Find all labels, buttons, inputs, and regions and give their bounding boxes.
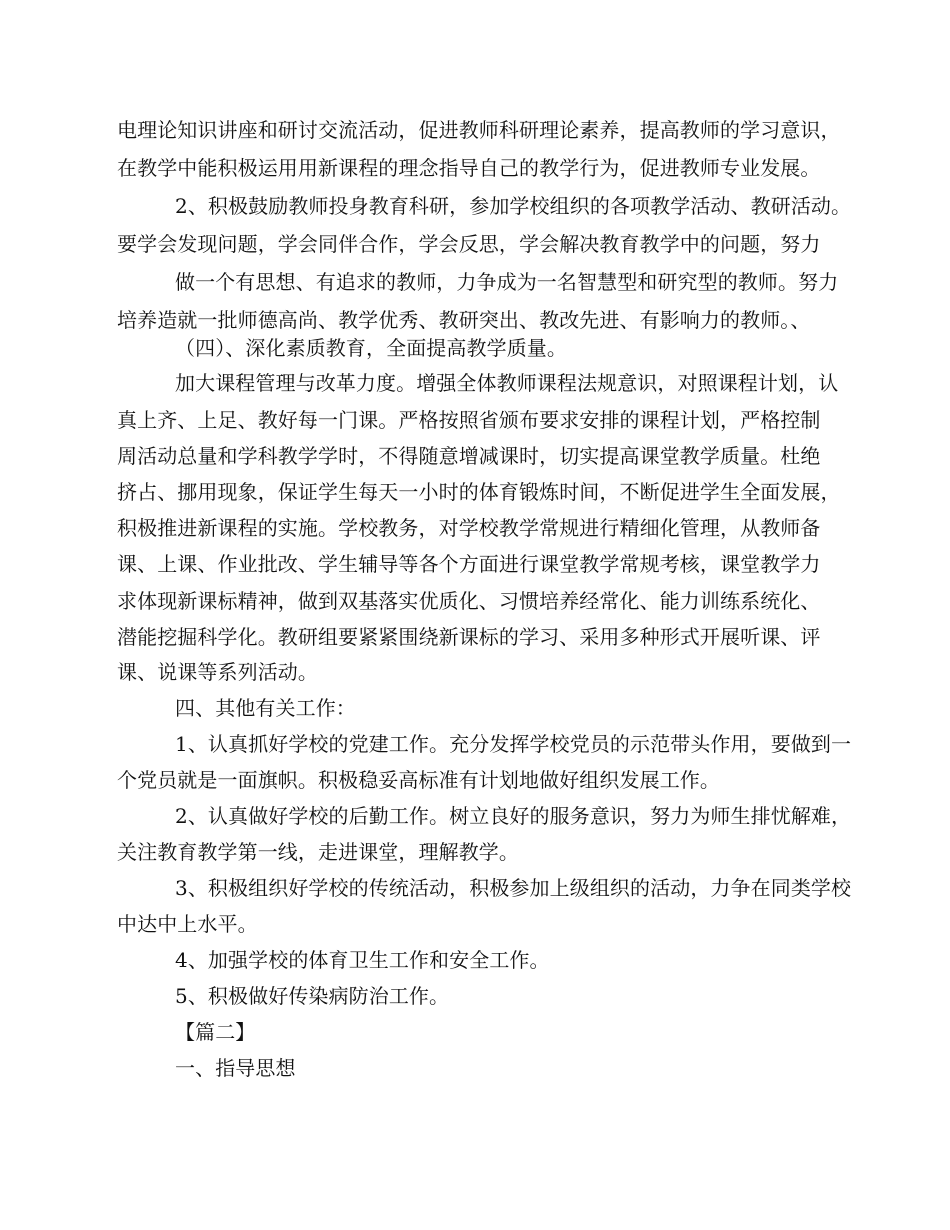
text-line: 2、认真做好学校的后勤工作。树立良好的服务意识，努力为师生排忧解难， bbox=[175, 804, 852, 828]
text-line: 5、积极做好传染病防治工作。 bbox=[175, 984, 450, 1008]
text-line: 要学会发现问题，学会同伴合作，学会反思，学会解决教育教学中的问题，努力 bbox=[117, 232, 821, 256]
text-line: 中达中上水平。 bbox=[117, 912, 258, 936]
section-heading: 【篇二】 bbox=[175, 1020, 256, 1044]
section-heading: 一、指导思想 bbox=[175, 1056, 296, 1080]
text-line: 课、上课、作业批改、学生辅导等各个方面进行课堂教学常规考核，课堂教学力 bbox=[117, 552, 821, 576]
text-line: 3、积极组织好学校的传统活动，积极参加上级组织的活动，力争在同类学校 bbox=[175, 876, 852, 900]
section-heading: （四）、深化素质教育，全面提高教学质量。 bbox=[175, 336, 567, 360]
text-line: 真上齐、上足、教好每一门课。严格按照省颁布要求安排的课程计划，严格控制 bbox=[117, 408, 821, 432]
text-line: 关注教育教学第一线，走进课堂，理解教学。 bbox=[117, 840, 519, 864]
text-line: 个党员就是一面旗帜。积极稳妥高标准有计划地做好组织发展工作。 bbox=[117, 768, 720, 792]
text-line: 求体现新课标精神，做到双基落实优质化、习惯培养经常化、能力训练系统化、 bbox=[117, 589, 821, 613]
text-line: 2、积极鼓励教师投身教育科研，参加学校组织的各项教学活动、教研活动。 bbox=[175, 194, 852, 218]
text-line: 1、认真抓好学校的党建工作。充分发挥学校党员的示范带头作用，要做到一 bbox=[175, 732, 852, 756]
text-line: 做一个有思想、有追求的教师，力争成为一名智慧型和研究型的教师。努力 bbox=[175, 270, 839, 294]
text-line: 课、说课等系列活动。 bbox=[117, 660, 318, 684]
text-line: 4、加强学校的体育卫生工作和安全工作。 bbox=[175, 948, 550, 972]
text-line: 电理论知识讲座和研讨交流活动，促进教师科研理论素养，提高教师的学习意识， bbox=[117, 118, 841, 142]
text-line: 挤占、挪用现象，保证学生每天一小时的体育锻炼时间，不断促进学生全面发展， bbox=[117, 480, 841, 504]
text-line: 周活动总量和学科教学学时，不得随意增减课时，切实提高课堂教学质量。杜绝 bbox=[117, 444, 821, 468]
section-heading: 四、其他有关工作： bbox=[175, 696, 356, 720]
text-line: 加大课程管理与改革力度。增强全体教师课程法规意识，对照课程计划，认 bbox=[175, 371, 839, 395]
text-line: 积极推进新课程的实施。学校教务，对学校教学常规进行精细化管理，从教师备 bbox=[117, 516, 821, 540]
text-line: 潜能挖掘科学化。教研组要紧紧围绕新课标的学习、采用多种形式开展听课、评 bbox=[117, 625, 821, 649]
text-line: 在教学中能积极运用用新课程的理念指导自己的教学行为，促进教师专业发展。 bbox=[117, 156, 821, 180]
text-line: 培养造就一批师德高尚、教学优秀、教研突出、教改先进、有影响力的教师。、 bbox=[117, 308, 811, 332]
